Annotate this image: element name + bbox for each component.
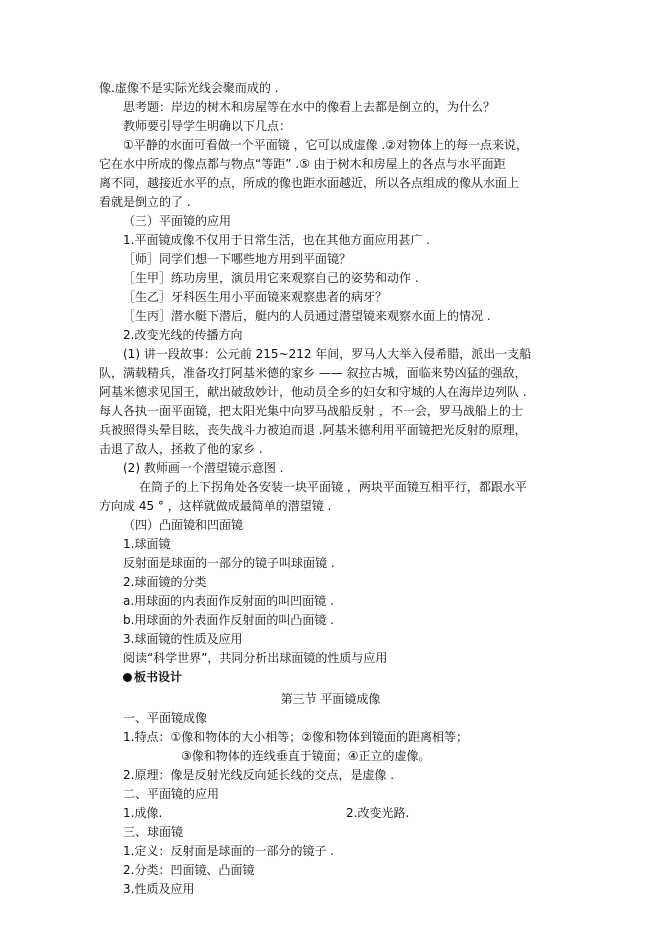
text-line: 像.虚像不是实际光线会聚而成的 . [99, 81, 279, 95]
text-line: 阿基米德求见国王，献出破敌妙计，他动员全乡的妇女和守城的人在海岸边列队 . [99, 385, 527, 399]
text-line: 它在水中所成的像点都与物点“等距” .⑤ 由于树木和房屋上的各点与水平面距 [99, 157, 506, 171]
text-line: 1.定义：反射面是球面的一部分的镜子 . [123, 844, 335, 858]
section-heading: （三）平面镜的应用 [123, 214, 232, 228]
text-line: (2) 教师画一个潜望镜示意图 . [123, 461, 284, 475]
text-line: 击退了敌人，拯救了他的家乡 . [99, 442, 263, 456]
text-line: ①平静的水面可看做一个平面镜 ，它可以成虚像 .②对物体上的每一点来说， [123, 138, 528, 152]
text-line: 1.球面镜 [123, 537, 171, 551]
text-line: 离不同，越接近水平的点，所成的像也距水面越近，所以各点组成的像从水面上 [99, 176, 520, 190]
text-line: 1.成像. [123, 806, 163, 820]
text-line: ③像和物体的连线垂直于镜面；④正立的虚像。 [181, 749, 431, 763]
text-line: b.用球面的外表面作反射面的叫凸面镜 . [123, 613, 335, 627]
text-line: 教师要引导学生明确以下几点： [123, 119, 292, 133]
text-line: 1.平面镜成像不仅用于日常生活，也在其他方面应用甚广 . [123, 233, 431, 247]
text-line: 在筒子的上下拐角处各安装一块平面镜 ，两块平面镜互相平行，都跟水平 [139, 480, 527, 494]
text-line: 阅读“科学世界”，共同分析出球面镜的性质与应用 [123, 651, 388, 665]
text-line: 3.球面镜的性质及应用 [123, 632, 243, 646]
text-line: 看就是倒立的了 . [99, 195, 191, 209]
section-heading: （四）凸面镜和凹面镜 [123, 518, 244, 532]
outline-heading: 二、平面镜的应用 [123, 787, 220, 801]
text-line: 思考题：岸边的树木和房屋等在水中的像看上去都是倒立的，为什么？ [123, 100, 496, 114]
bullet-icon [123, 673, 132, 682]
board-design-heading [123, 668, 182, 686]
text-line: 队，满载精兵，准备攻打阿基米德的家乡 —— 叙拉古城，面临来势凶猛的强敌， [99, 366, 527, 380]
text-line: 3.性质及应用 [123, 882, 195, 896]
text-line: 2.改变光路. [346, 806, 410, 820]
dialogue-line: ［生丙］潜水艇下潜后，艇内的人员通过潜望镜来观察水面上的情况 . [123, 309, 491, 323]
text-line: 方向成 45 ° ，这样就做成最简单的潜望镜 . [99, 499, 332, 513]
text-line: 反射面是球面的一部分的镜子叫球面镜 . [123, 556, 335, 570]
dialogue-line: ［生甲］练功房里，演员用它来观察自己的姿势和动作 . [123, 271, 419, 285]
text-line: 1.特点：①像和物体的大小相等；②像和物体到镜面的距离相等； [123, 730, 468, 744]
text-line: (1) 讲一段故事：公元前 215~212 年间，罗马人大举入侵希腊，派出一支船 [123, 347, 532, 361]
text-line: 2.分类：凹面镜、凸面镜 [123, 863, 255, 877]
text-line: 2.原理：像是反射光线反向延长线的交点，是虚像 . [123, 768, 395, 782]
board-title: 第三节 平面镜成像 [280, 692, 381, 706]
outline-heading: 一、平面镜成像 [123, 711, 208, 725]
board-design-label: 板书设计 [134, 670, 183, 684]
text-line: 兵被照得头晕目眩，丧失战斗力被迫而退 .阿基米德利用平面镜把光反射的原理， [99, 423, 527, 437]
dialogue-line: ［生乙］牙科医生用小平面镜来观察患者的病牙？ [123, 290, 388, 304]
text-line: 2.球面镜的分类 [123, 575, 207, 589]
outline-heading: 三、球面镜 [123, 825, 184, 839]
text-line: 2.改变光线的传播方向 [123, 328, 243, 342]
dialogue-line: ［师］同学们想一下哪些地方用到平面镜？ [123, 252, 352, 266]
text-line: a.用球面的内表面作反射面的叫凹面镜 . [123, 594, 334, 608]
text-line: 每人各执一面平面镜，把太阳光集中向罗马战船反射 ，不一会，罗马战船上的士 [99, 404, 523, 418]
